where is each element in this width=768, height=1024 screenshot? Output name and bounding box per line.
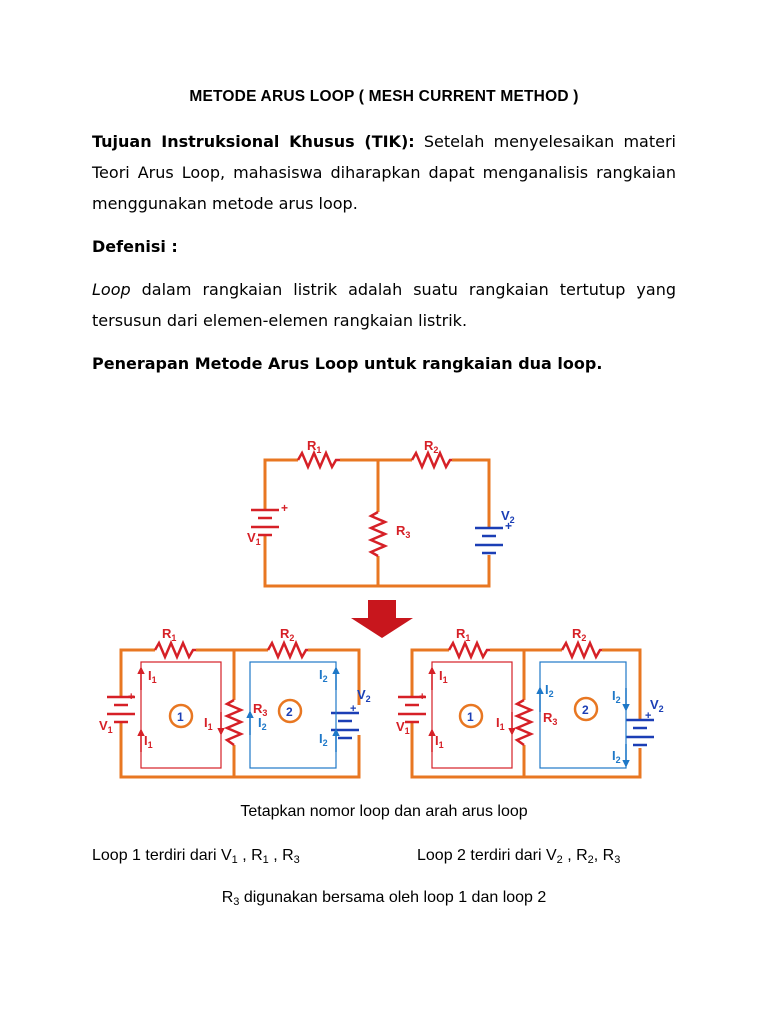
loop-number: 1 [467, 710, 474, 724]
loop-number: 2 [286, 705, 293, 719]
shared-resistor-note: $R_3$ digunakan bersama oleh loop 1 dan loop 2 [221, 889, 547, 908]
label-r2-top: $R_2$ [424, 438, 439, 455]
resistor-r3 [517, 700, 531, 745]
tik-heading: Tujuan Instruksional Khusus (TIK): [92, 132, 415, 151]
battery-v2 [626, 720, 654, 745]
loop2-composition: Loop 2 terdiri dari $V_2$ , $R_2$, $R_3$ [417, 847, 621, 866]
plus-sign: + [419, 691, 426, 703]
resistor-r2 [562, 643, 602, 657]
resistor-r2-top [412, 453, 452, 467]
resistor-r3 [227, 700, 241, 745]
resistor-r2 [268, 643, 308, 657]
down-arrow-icon [351, 600, 413, 638]
resistor-r1 [155, 643, 196, 657]
battery-v2-top [475, 528, 503, 553]
label-v2: $V_2$ [357, 687, 371, 704]
page-title: METODE ARUS LOOP ( MESH CURRENT METHOD ) [189, 88, 579, 105]
label-r3-top: $R_3$ [396, 523, 411, 540]
battery-v2 [331, 713, 359, 738]
label-r1: $R_1$ [162, 626, 177, 643]
label-i2: $I_2$ [545, 682, 554, 699]
loop1-composition: Loop 1 terdiri dari $V_1$ , $R_1$ , $R_3$ [92, 847, 300, 866]
label-r2: $R_2$ [280, 626, 295, 643]
label-r1-top: $R_1$ [307, 438, 322, 455]
loop-number: 2 [582, 703, 589, 717]
label-r2: $R_2$ [572, 626, 587, 643]
plus-sign: + [281, 501, 289, 515]
tik-text: Setelah menyelesaikan materi Teori Arus Loop, mahasiswa diharapkan dapat menganalisis rangkaian menggunakan metode arus loop. [92, 132, 676, 213]
bottom-left-circuit [99, 626, 371, 777]
label-r1: $R_1$ [456, 626, 471, 643]
penerapan-heading: Penerapan Metode Arus Loop untuk rangkaian dua loop. [92, 354, 603, 373]
label-v1-top: $V_1$ [247, 530, 261, 547]
label-i1: $I_1$ [496, 715, 505, 732]
definisi-text: dalam rangkaian listrik adalah suatu rangkaian tertutup yang tersusun dari elemen-elemen rangkaian listrik. [92, 280, 676, 330]
plus-sign: + [505, 519, 513, 533]
label-i1: $I_1$ [148, 668, 157, 685]
label-i2: $I_2$ [319, 667, 328, 684]
label-v2-top: $V_2$ [501, 508, 515, 525]
label-i1: $I_1$ [435, 733, 444, 750]
resistor-r1-top [298, 453, 340, 467]
label-i2: $I_2$ [612, 688, 621, 705]
diagram-caption: Tetapkan nomor loop dan arah arus loop [240, 803, 528, 820]
top-circuit [247, 438, 515, 586]
label-r3: $R_3$ [253, 701, 268, 718]
label-r3: $R_3$ [543, 710, 558, 727]
label-v1: $V_1$ [396, 719, 410, 736]
label-i1: $I_1$ [144, 733, 153, 750]
resistor-r3-top [371, 512, 385, 556]
label-v1: $V_1$ [99, 718, 113, 735]
resistor-r1 [449, 643, 490, 657]
label-i2: $I_2$ [319, 731, 328, 748]
plus-sign: + [645, 710, 652, 722]
loop-word: Loop [92, 280, 131, 299]
label-i2: $I_2$ [258, 715, 267, 732]
bottom-right-circuit [396, 626, 664, 777]
label-i2: $I_2$ [612, 748, 621, 765]
top-wires [265, 460, 489, 586]
definisi-heading: Defenisi : [92, 237, 178, 256]
loop-number: 1 [177, 710, 184, 724]
plus-sign: + [128, 691, 135, 703]
plus-sign: + [350, 703, 357, 715]
label-i1: $I_1$ [204, 715, 213, 732]
label-i1: $I_1$ [439, 668, 448, 685]
label-v2: $V_2$ [650, 697, 664, 714]
